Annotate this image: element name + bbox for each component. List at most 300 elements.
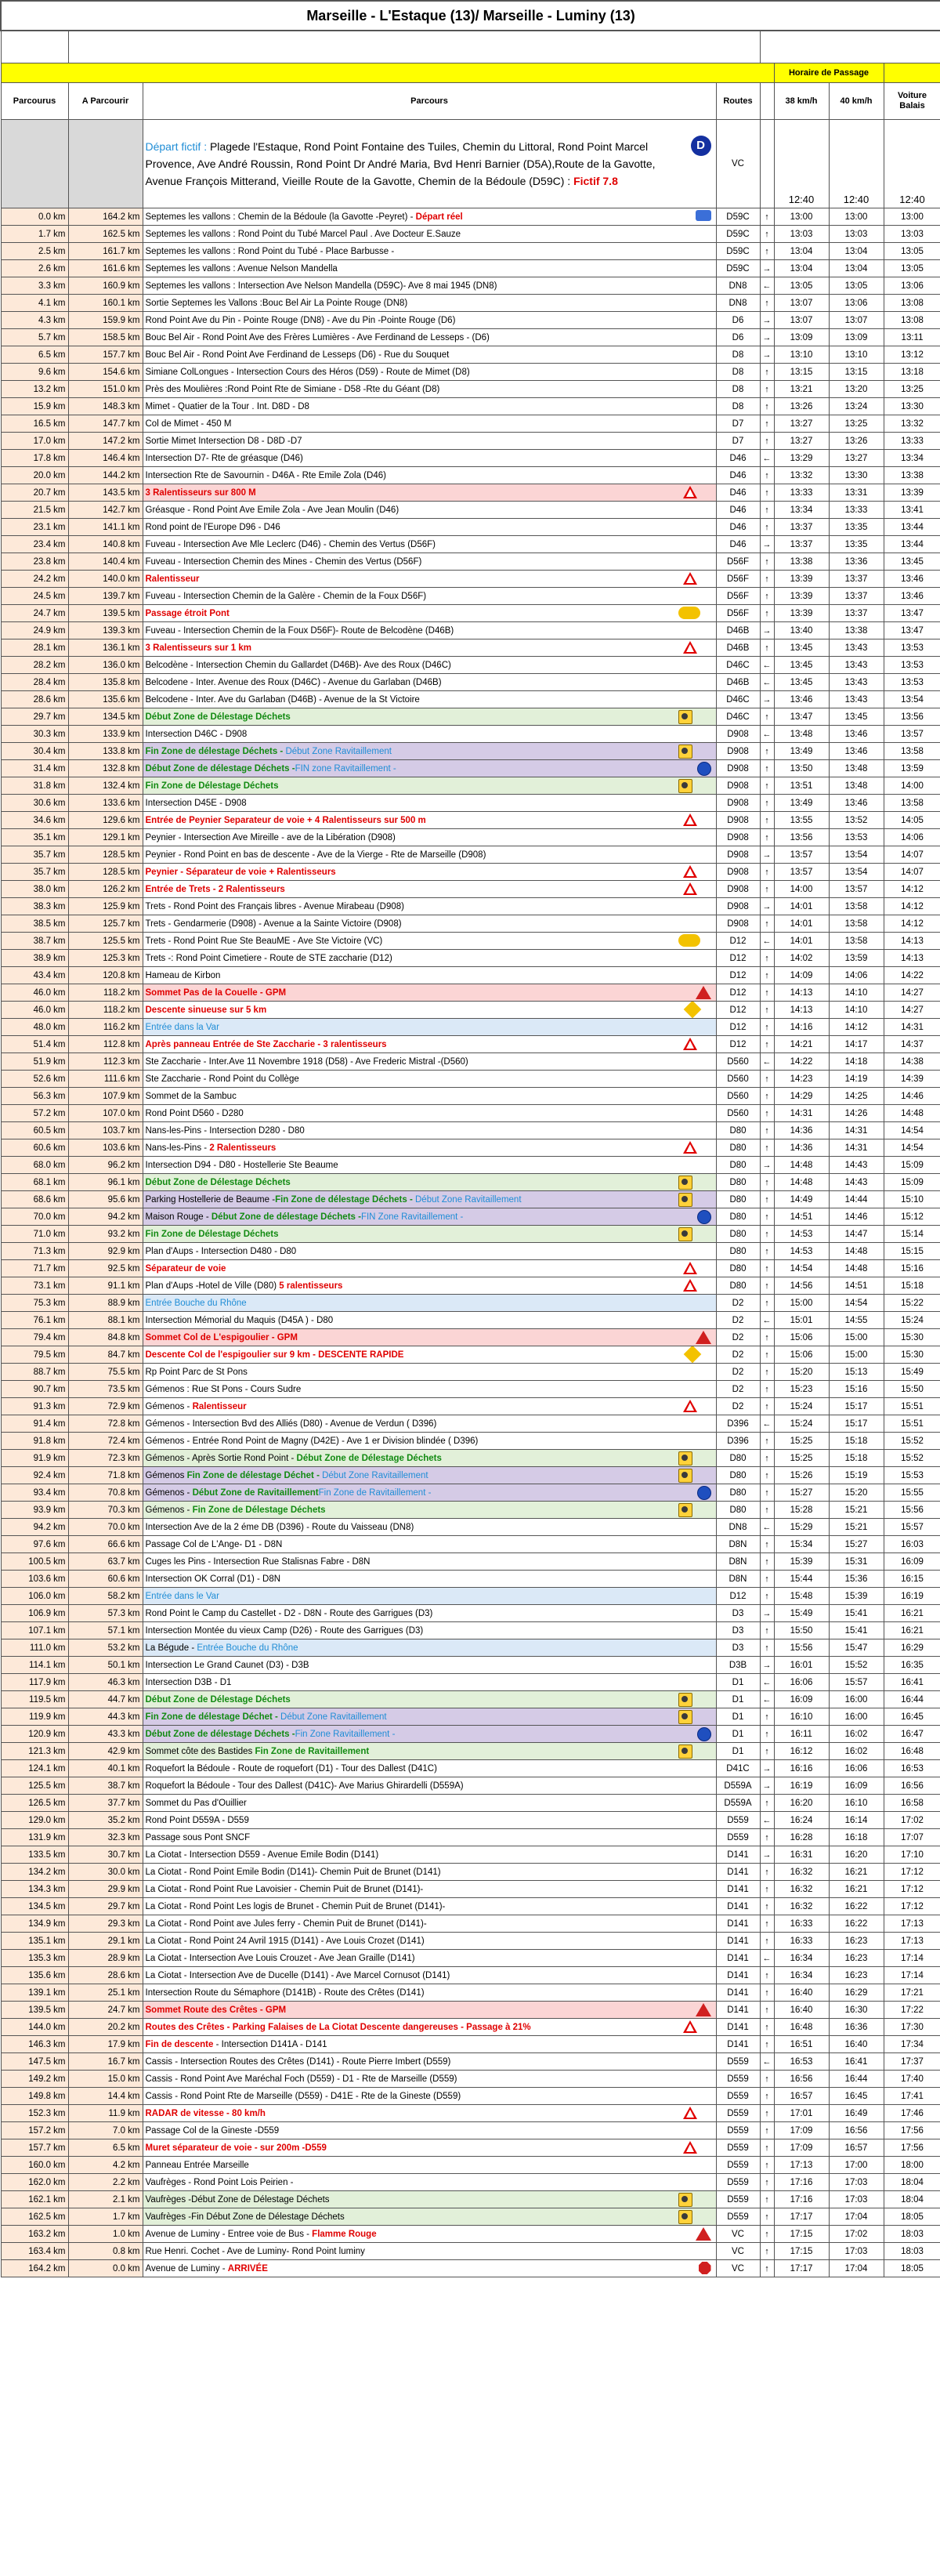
parcours-description bbox=[143, 536, 716, 553]
km-parcourus: 120.9 km bbox=[1, 1726, 68, 1743]
waste-zone-icon bbox=[678, 1710, 692, 1724]
route-number: D6 bbox=[716, 329, 760, 346]
parcours-description bbox=[143, 1105, 716, 1122]
km-a-parcourir: 0.0 km bbox=[68, 2260, 143, 2277]
table-row bbox=[1, 1743, 940, 1760]
km-parcourus: 114.1 km bbox=[1, 1657, 68, 1674]
time-38kmh: 14:36 bbox=[774, 1122, 829, 1139]
parcours-description bbox=[143, 1450, 716, 1467]
route-number: D3 bbox=[716, 1605, 760, 1622]
time-38kmh: 13:33 bbox=[774, 484, 829, 502]
waste-zone-text: Fin Zone de délestage Déchet - bbox=[186, 1470, 323, 1480]
warning-triangle-icon bbox=[683, 2141, 697, 2154]
time-40kmh: 14:17 bbox=[829, 1036, 884, 1053]
parcours-description bbox=[143, 898, 716, 915]
km-a-parcourir: 133.6 km bbox=[68, 795, 143, 812]
time-voiture-balais: 15:53 bbox=[884, 1467, 940, 1484]
description-text: Rp Point Parc de St Pons bbox=[145, 1367, 248, 1377]
km-parcourus: 9.6 km bbox=[1, 364, 68, 381]
route-number: D1 bbox=[716, 1674, 760, 1691]
time-38kmh: 16:40 bbox=[774, 1984, 829, 2002]
route-number: D141 bbox=[716, 1933, 760, 1950]
km-parcourus: 111.0 km bbox=[1, 1639, 68, 1657]
time-38kmh: 17:01 bbox=[774, 2105, 829, 2122]
km-a-parcourir: 30.0 km bbox=[68, 1864, 143, 1881]
time-voiture-balais: 17:37 bbox=[884, 2053, 940, 2071]
time-voiture-balais: 18:04 bbox=[884, 2191, 940, 2208]
waste-zone-icon bbox=[678, 745, 692, 759]
time-40kmh: 13:43 bbox=[829, 657, 884, 674]
description-text: La Ciotat - Rond Point Emile Bodin (D141)- Chemin Puit de Brunet (D141) bbox=[145, 1867, 441, 1877]
km-parcourus: 46.0 km bbox=[1, 1002, 68, 1019]
col-header-40kmh: 40 km/h bbox=[829, 83, 884, 120]
parcours-description bbox=[143, 760, 716, 777]
parcours-description bbox=[143, 2088, 716, 2105]
direction-arrow: ↑ bbox=[760, 760, 774, 777]
time-voiture-balais: 14:00 bbox=[884, 777, 940, 795]
description-text: Peynier - Rond Point en bas de descente - Ave de la Vierge - Rte de Marseille (D908) bbox=[145, 850, 486, 860]
alert-text: Entrée de Trets - 2 Ralentisseurs bbox=[145, 884, 285, 894]
km-a-parcourir: 132.4 km bbox=[68, 777, 143, 795]
km-parcourus: 52.6 km bbox=[1, 1071, 68, 1088]
time-38kmh: 14:02 bbox=[774, 950, 829, 967]
route-number: D2 bbox=[716, 1346, 760, 1364]
table-row bbox=[1, 1139, 940, 1157]
blank-cell bbox=[760, 31, 940, 63]
alert-text: Routes des Crêtes - Parking Falaises de La Ciotat Descente dangereuses - Passage à 21% bbox=[145, 2022, 531, 2032]
description-text: Intersection D7- Rte de gréasque (D46) bbox=[145, 453, 303, 463]
km-a-parcourir: 112.3 km bbox=[68, 1053, 143, 1071]
table-row bbox=[1, 553, 940, 571]
parcours-description bbox=[143, 2226, 716, 2243]
time-38kmh: 16:19 bbox=[774, 1777, 829, 1795]
time-38kmh: 16:28 bbox=[774, 1829, 829, 1846]
time-voiture-balais: 13:12 bbox=[884, 346, 940, 364]
time-40kmh: 13:33 bbox=[829, 502, 884, 519]
km-a-parcourir: 94.2 km bbox=[68, 1208, 143, 1226]
description-text: Sortie Mimet Intersection D8 - D8D -D7 bbox=[145, 436, 302, 446]
time-voiture-balais: 13:44 bbox=[884, 519, 940, 536]
km-parcourus: 91.8 km bbox=[1, 1433, 68, 1450]
route-number: VC bbox=[716, 2243, 760, 2260]
table-row bbox=[1, 1588, 940, 1605]
feed-zone-icon bbox=[697, 1727, 711, 1741]
km-parcourus: 48.0 km bbox=[1, 1019, 68, 1036]
description-text: Peynier - Intersection Ave Mireille - ave de la Libération (D908) bbox=[145, 832, 396, 842]
description-text: Septemes les vallons : Chemin de la Bédoule (la Gavotte -Peyret) - bbox=[145, 212, 416, 222]
time-38kmh: 15:01 bbox=[774, 1312, 829, 1329]
km-parcourus: 16.5 km bbox=[1, 415, 68, 433]
parcours-description bbox=[143, 1812, 716, 1829]
alert-text: RADAR de vitesse - 80 km/h bbox=[145, 2108, 266, 2118]
route-number: D908 bbox=[716, 795, 760, 812]
parcours-description bbox=[143, 2002, 716, 2019]
table-row bbox=[1, 1536, 940, 1553]
time-40kmh: 16:20 bbox=[829, 1846, 884, 1864]
km-parcourus: 28.1 km bbox=[1, 639, 68, 657]
route-number: D8N bbox=[716, 1553, 760, 1571]
table-row bbox=[1, 208, 940, 226]
km-a-parcourir: 30.7 km bbox=[68, 1846, 143, 1864]
time-voiture-balais: 13:54 bbox=[884, 691, 940, 708]
route-number: D80 bbox=[716, 1208, 760, 1226]
km-parcourus: 88.7 km bbox=[1, 1364, 68, 1381]
parcours-description bbox=[143, 588, 716, 605]
km-a-parcourir: 92.5 km bbox=[68, 1260, 143, 1277]
km-parcourus: 46.0 km bbox=[1, 984, 68, 1002]
description-text: Gémenos : Rue St Pons - Cours Sudre bbox=[145, 1384, 302, 1394]
feed-zone-text: Fin Zone Ravitaillement - bbox=[295, 1729, 396, 1739]
time-voiture-balais: 17:02 bbox=[884, 1812, 940, 1829]
time-40kmh: 16:49 bbox=[829, 2105, 884, 2122]
warning-triangle-icon bbox=[683, 1400, 697, 1412]
description-text: La Ciotat - Intersection Ave Louis Crouzet - Ave Jean Graille (D141) bbox=[145, 1953, 415, 1963]
table-row bbox=[1, 2139, 940, 2157]
direction-arrow: ↑ bbox=[760, 2243, 774, 2260]
table-row bbox=[1, 950, 940, 967]
table-row bbox=[1, 691, 940, 708]
direction-arrow: ↑ bbox=[760, 1502, 774, 1519]
time-voiture-balais: 13:08 bbox=[884, 295, 940, 312]
time-voiture-balais: 13:05 bbox=[884, 260, 940, 277]
route-number: D6 bbox=[716, 312, 760, 329]
km-parcourus: 131.9 km bbox=[1, 1829, 68, 1846]
waste-zone-text: Fin Zone de Délestage Déchets bbox=[192, 1505, 326, 1515]
direction-arrow: ↑ bbox=[760, 2071, 774, 2088]
yellow-band bbox=[884, 63, 940, 83]
time-voiture-balais: 16:41 bbox=[884, 1674, 940, 1691]
time-40kmh: 14:54 bbox=[829, 1295, 884, 1312]
km-parcourus: 117.9 km bbox=[1, 1674, 68, 1691]
time-40kmh: 16:00 bbox=[829, 1708, 884, 1726]
direction-arrow: → bbox=[760, 691, 774, 708]
time-38kmh: 13:09 bbox=[774, 329, 829, 346]
feed-zone-icon bbox=[697, 1486, 711, 1500]
time-40kmh: 14:06 bbox=[829, 967, 884, 984]
time-40kmh: 17:00 bbox=[829, 2157, 884, 2174]
table-row bbox=[1, 1484, 940, 1502]
time-voiture-balais: 13:59 bbox=[884, 760, 940, 777]
time-voiture-balais: 17:07 bbox=[884, 1829, 940, 1846]
time-40kmh: 14:26 bbox=[829, 1105, 884, 1122]
table-row bbox=[1, 829, 940, 846]
waste-zone-icon bbox=[678, 1227, 692, 1241]
km-a-parcourir: 161.7 km bbox=[68, 243, 143, 260]
descent-icon bbox=[683, 1346, 701, 1364]
route-number: D141 bbox=[716, 1984, 760, 2002]
km-a-parcourir: 134.5 km bbox=[68, 708, 143, 726]
km-parcourus: 43.4 km bbox=[1, 967, 68, 984]
parcours-description bbox=[143, 208, 716, 226]
description-text: Intersection Mémorial du Maquis (D45A ) - D80 bbox=[145, 1315, 334, 1325]
time-38kmh: 13:04 bbox=[774, 243, 829, 260]
table-row bbox=[1, 1105, 940, 1122]
km-a-parcourir: 139.5 km bbox=[68, 605, 143, 622]
km-parcourus: 75.3 km bbox=[1, 1295, 68, 1312]
finish-icon bbox=[699, 2262, 711, 2274]
route-number: D8 bbox=[716, 381, 760, 398]
parcours-description bbox=[143, 1657, 716, 1674]
km-a-parcourir: 71.8 km bbox=[68, 1467, 143, 1484]
time-40kmh: 17:03 bbox=[829, 2243, 884, 2260]
time-voiture-balais: 16:53 bbox=[884, 1760, 940, 1777]
km-a-parcourir: 58.2 km bbox=[68, 1588, 143, 1605]
parcours-description bbox=[143, 1208, 716, 1226]
km-a-parcourir: 160.9 km bbox=[68, 277, 143, 295]
direction-arrow: ← bbox=[760, 1950, 774, 1967]
km-parcourus: 31.8 km bbox=[1, 777, 68, 795]
time-38kmh: 17:17 bbox=[774, 2260, 829, 2277]
time-voiture-balais: 15:09 bbox=[884, 1157, 940, 1174]
time-38kmh: 13:50 bbox=[774, 760, 829, 777]
time-40kmh: 13:20 bbox=[829, 381, 884, 398]
direction-arrow: ↑ bbox=[760, 2019, 774, 2036]
time-40kmh: 16:56 bbox=[829, 2122, 884, 2139]
feed-zone-text: Début Zone Ravitaillement bbox=[285, 746, 392, 756]
time-40kmh: 14:25 bbox=[829, 1088, 884, 1105]
time-38kmh: 14:53 bbox=[774, 1226, 829, 1243]
km-a-parcourir: 29.3 km bbox=[68, 1915, 143, 1933]
direction-arrow: ↑ bbox=[760, 1708, 774, 1726]
time-40kmh: 16:40 bbox=[829, 2036, 884, 2053]
table-row bbox=[1, 1364, 940, 1381]
time-40kmh: 15:16 bbox=[829, 1381, 884, 1398]
description-text: Rue Henri. Cochet - Ave de Luminy- Rond Point luminy bbox=[145, 2246, 365, 2256]
time-40kmh: 13:57 bbox=[829, 881, 884, 898]
time-40kmh: 17:03 bbox=[829, 2174, 884, 2191]
time-voiture-balais: 13:38 bbox=[884, 467, 940, 484]
table-row bbox=[1, 898, 940, 915]
table-row bbox=[1, 1277, 940, 1295]
km-parcourus: 91.9 km bbox=[1, 1450, 68, 1467]
route-number: D8 bbox=[716, 364, 760, 381]
table-row bbox=[1, 1053, 940, 1071]
warning-triangle-icon bbox=[683, 641, 697, 654]
time-38kmh: 15:24 bbox=[774, 1415, 829, 1433]
table-row bbox=[1, 1812, 940, 1829]
time-voiture-balais: 17:56 bbox=[884, 2139, 940, 2157]
direction-arrow: → bbox=[760, 846, 774, 864]
direction-arrow: ← bbox=[760, 726, 774, 743]
time-40kmh: 13:37 bbox=[829, 588, 884, 605]
time-38kmh: 13:32 bbox=[774, 467, 829, 484]
time-voiture-balais: 16:45 bbox=[884, 1708, 940, 1726]
waste-zone-icon bbox=[678, 779, 692, 793]
parcours-description bbox=[143, 950, 716, 967]
direction-arrow: ↑ bbox=[760, 2226, 774, 2243]
time-voiture-balais: 17:12 bbox=[884, 1898, 940, 1915]
km-parcourus: 134.3 km bbox=[1, 1881, 68, 1898]
description-text: Simiane ColLongues - Intersection Cours des Héros (D59) - Route de Mimet (D8) bbox=[145, 367, 470, 377]
table-row bbox=[1, 415, 940, 433]
time-voiture-balais: 13:39 bbox=[884, 484, 940, 502]
mountain-gpm-icon bbox=[696, 986, 711, 999]
waste-zone-icon bbox=[678, 2210, 692, 2224]
time-38kmh: 16:48 bbox=[774, 2019, 829, 2036]
parcours-description bbox=[143, 1036, 716, 1053]
time-voiture-balais: 13:56 bbox=[884, 708, 940, 726]
time-voiture-balais: 14:31 bbox=[884, 1019, 940, 1036]
time-38kmh: 16:53 bbox=[774, 2053, 829, 2071]
km-parcourus: 30.6 km bbox=[1, 795, 68, 812]
description-text: Intersection D94 - D80 - Hostellerie Ste Beaume bbox=[145, 1160, 338, 1170]
parcours-description bbox=[143, 433, 716, 450]
parcours-description bbox=[143, 2019, 716, 2036]
warning-triangle-icon bbox=[683, 1038, 697, 1050]
direction-arrow: ↑ bbox=[760, 502, 774, 519]
parcours-description bbox=[143, 691, 716, 708]
time-38kmh: 13:57 bbox=[774, 846, 829, 864]
route-number: D80 bbox=[716, 1226, 760, 1243]
description-text: Sommet côte des Bastides bbox=[145, 1746, 255, 1756]
parcours-description bbox=[143, 622, 716, 639]
time-voiture-balais: 15:14 bbox=[884, 1226, 940, 1243]
time-38kmh: 14:01 bbox=[774, 915, 829, 933]
time-38kmh: 16:33 bbox=[774, 1933, 829, 1950]
route-number: D559 bbox=[716, 1812, 760, 1829]
alert-text: Passage étroit Pont bbox=[145, 608, 230, 618]
time-40kmh: 15:20 bbox=[829, 1484, 884, 1502]
route-number: D12 bbox=[716, 1036, 760, 1053]
time-voiture-balais: 15:09 bbox=[884, 1174, 940, 1191]
km-a-parcourir: 107.9 km bbox=[68, 1088, 143, 1105]
time-40kmh: 16:23 bbox=[829, 1950, 884, 1967]
route-number: D80 bbox=[716, 1157, 760, 1174]
km-a-parcourir: 72.4 km bbox=[68, 1433, 143, 1450]
route-number: D56F bbox=[716, 571, 760, 588]
time-38kmh: 15:56 bbox=[774, 1639, 829, 1657]
time-40kmh: 13:48 bbox=[829, 777, 884, 795]
km-parcourus: 28.2 km bbox=[1, 657, 68, 674]
km-parcourus: 121.3 km bbox=[1, 1743, 68, 1760]
table-row bbox=[1, 1450, 940, 1467]
direction-arrow: → bbox=[760, 346, 774, 364]
depart-text: Plagede l'Estaque, Rond Point Fontaine des Tuiles, Chemin du Littoral, Rond Point Marcel Provence, Ave André Roussin, Rond Point Dr André Maria, Bvd Henri Barnier (D5A),Route de la Gavotte, Avenue François Mitterand, Vieille Route de la Gavotte, Chemin de la Bédoule (D59C) : bbox=[145, 140, 656, 187]
km-parcourus: 134.5 km bbox=[1, 1898, 68, 1915]
time-voiture-balais: 13:05 bbox=[884, 243, 940, 260]
direction-arrow: → bbox=[760, 312, 774, 329]
direction-arrow: ↑ bbox=[760, 950, 774, 967]
table-row bbox=[1, 1864, 940, 1881]
time-38kmh: 13:34 bbox=[774, 502, 829, 519]
time-40kmh: 14:51 bbox=[829, 1277, 884, 1295]
km-parcourus: 15.9 km bbox=[1, 398, 68, 415]
warning-triangle-icon bbox=[683, 865, 697, 878]
time-voiture-balais: 15:16 bbox=[884, 1260, 940, 1277]
direction-arrow: ↑ bbox=[760, 1571, 774, 1588]
time-40kmh: 14:48 bbox=[829, 1243, 884, 1260]
feed-zone-text: Début Zone Ravitaillement bbox=[415, 1194, 522, 1205]
table-row bbox=[1, 2071, 940, 2088]
parcours-description bbox=[143, 933, 716, 950]
waste-zone-text: Début Zone de délestage Déchets - bbox=[145, 763, 295, 774]
time-38kmh: 16:20 bbox=[774, 1795, 829, 1812]
route-number: D7 bbox=[716, 415, 760, 433]
waste-zone-icon bbox=[678, 2193, 692, 2207]
km-a-parcourir: 93.2 km bbox=[68, 1226, 143, 1243]
description-text: Belcodène - Intersection Chemin du Gallardet (D46B)- Ave des Roux (D46C) bbox=[145, 660, 451, 670]
direction-arrow: → bbox=[760, 1760, 774, 1777]
time-38kmh: 15:20 bbox=[774, 1364, 829, 1381]
parcours-description bbox=[143, 674, 716, 691]
direction-arrow: ↑ bbox=[760, 1881, 774, 1898]
km-a-parcourir: 154.6 km bbox=[68, 364, 143, 381]
parcours-description bbox=[143, 1381, 716, 1398]
description-text: Vaufrèges -Fin Début Zone de Délestage Déchets bbox=[145, 2212, 345, 2222]
alert-text: Descente Col de l'espigoulier sur 9 km - DESCENTE RAPIDE bbox=[145, 1350, 404, 1360]
km-a-parcourir: 161.6 km bbox=[68, 260, 143, 277]
km-a-parcourir: 44.7 km bbox=[68, 1691, 143, 1708]
km-a-parcourir: 133.9 km bbox=[68, 726, 143, 743]
direction-arrow: ↑ bbox=[760, 1122, 774, 1139]
route-number: D46 bbox=[716, 484, 760, 502]
waste-zone-text: Fin Zone de Délestage Déchets bbox=[145, 781, 279, 791]
parcours-description bbox=[143, 2053, 716, 2071]
km-a-parcourir: 53.2 km bbox=[68, 1639, 143, 1657]
time-38kmh: 17:17 bbox=[774, 2208, 829, 2226]
time-38kmh: 13:45 bbox=[774, 657, 829, 674]
time-voiture-balais: 13:53 bbox=[884, 674, 940, 691]
time-voiture-balais: 13:53 bbox=[884, 639, 940, 657]
time-38kmh: 14:53 bbox=[774, 1243, 829, 1260]
description-text: Intersection Rte de Savournin - D46A - Rte Emile Zola (D46) bbox=[145, 470, 386, 480]
description-text: Sommet de la Sambuc bbox=[145, 1091, 237, 1101]
route-number: D559A bbox=[716, 1795, 760, 1812]
km-a-parcourir: 135.8 km bbox=[68, 674, 143, 691]
route-number: D80 bbox=[716, 1502, 760, 1519]
km-parcourus: 135.6 km bbox=[1, 1967, 68, 1984]
col-header-parcourus: Parcourus bbox=[1, 83, 68, 120]
table-row bbox=[1, 846, 940, 864]
time-40kmh: 15:57 bbox=[829, 1674, 884, 1691]
waste-zone-text: Début Zone de délestage Déchets - bbox=[145, 1729, 295, 1739]
direction-arrow: ↑ bbox=[760, 708, 774, 726]
time-40kmh: 15:41 bbox=[829, 1605, 884, 1622]
direction-arrow: ↑ bbox=[760, 2208, 774, 2226]
direction-arrow: ↑ bbox=[760, 1226, 774, 1243]
parcours-description bbox=[143, 1502, 716, 1519]
alert-text: Entrée de Peynier Separateur de voie + 4 Ralentisseurs sur 500 m bbox=[145, 815, 426, 825]
km-a-parcourir: 84.8 km bbox=[68, 1329, 143, 1346]
time-38kmh: 14:51 bbox=[774, 1208, 829, 1226]
description-text: Rond point de l'Europe D96 - D46 bbox=[145, 522, 280, 532]
time-38kmh: 15:50 bbox=[774, 1622, 829, 1639]
km-a-parcourir: 142.7 km bbox=[68, 502, 143, 519]
table-row bbox=[1, 881, 940, 898]
route-number: D908 bbox=[716, 812, 760, 829]
time-38kmh: 13:10 bbox=[774, 346, 829, 364]
direction-arrow: ↑ bbox=[760, 433, 774, 450]
table-row bbox=[1, 1674, 940, 1691]
time-38kmh: 14:54 bbox=[774, 1260, 829, 1277]
time-40kmh: 15:21 bbox=[829, 1502, 884, 1519]
warning-triangle-icon bbox=[683, 572, 697, 585]
table-row bbox=[1, 346, 940, 364]
km-a-parcourir: 15.0 km bbox=[68, 2071, 143, 2088]
description-text: Septemes les vallons : Rond Point du Tubé - Place Barbusse - bbox=[145, 246, 395, 256]
parcours-description bbox=[143, 1691, 716, 1708]
time-40kmh: 14:10 bbox=[829, 984, 884, 1002]
description-text: Trets -: Rond Point Cimetiere - Route de STE zaccharie (D12) bbox=[145, 953, 392, 963]
direction-arrow: ↑ bbox=[760, 1329, 774, 1346]
km-parcourus: 147.5 km bbox=[1, 2053, 68, 2071]
table-row bbox=[1, 1502, 940, 1519]
km-a-parcourir: 112.8 km bbox=[68, 1036, 143, 1053]
time-38kmh: 13:00 bbox=[774, 208, 829, 226]
description-text: Intersection Ave de la 2 éme DB (D396) - Route du Vaisseau (DN8) bbox=[145, 1522, 414, 1532]
time-voiture-balais: 17:30 bbox=[884, 2019, 940, 2036]
time-38kmh: 16:12 bbox=[774, 1743, 829, 1760]
